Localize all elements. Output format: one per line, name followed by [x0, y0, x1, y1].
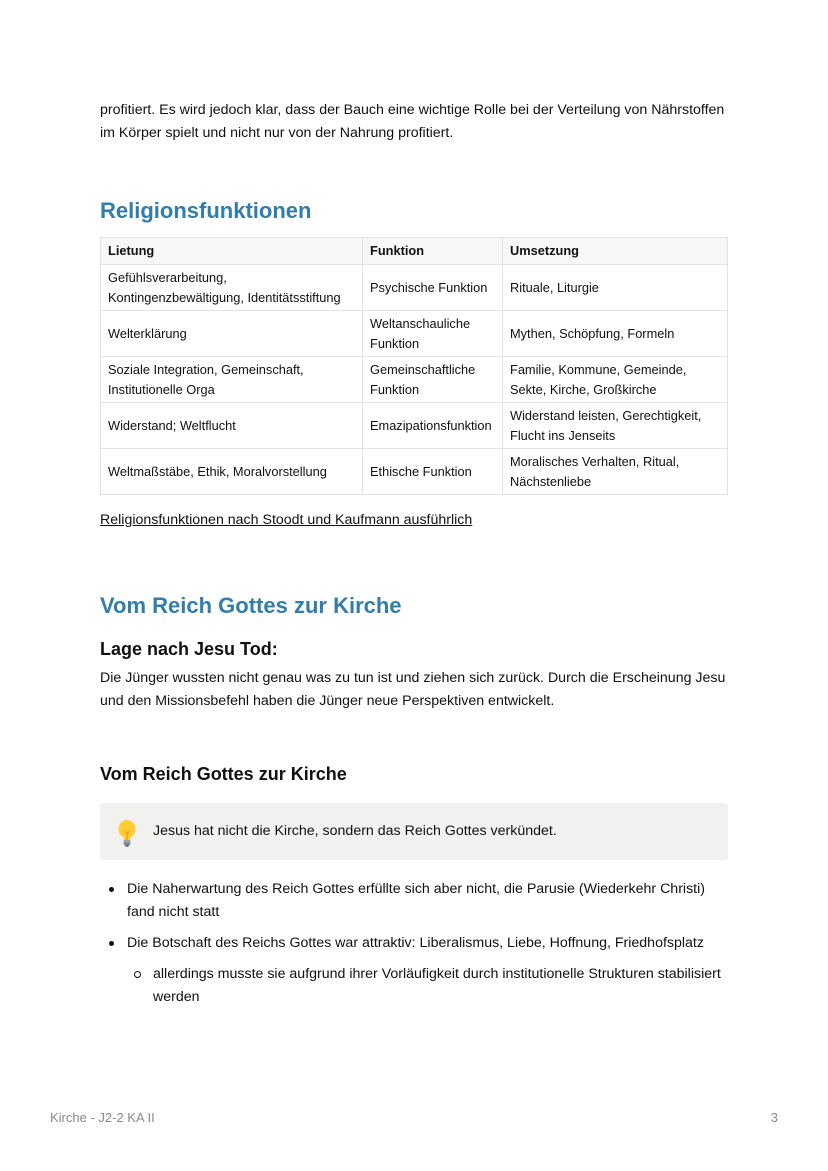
lightbulb-icon [116, 819, 138, 847]
table-row [101, 403, 728, 449]
callout-box [100, 803, 728, 860]
bullet-list [100, 878, 728, 1017]
table-row [101, 357, 728, 403]
table-cell: Familie, Kommune, Gemeinde, Sekte, Kirche, Großkirche [503, 357, 728, 403]
table-row [101, 265, 728, 311]
religion-functions-link[interactable]: Religionsfunktionen nach Stoodt und Kaufmann ausführlich [100, 512, 473, 528]
section-title-religionsfunktionen: Religionsfunktionen [100, 198, 312, 223]
table-cell: Widerstand leisten, Gerechtigkeit, Flucht ins Jenseits [503, 403, 728, 449]
table-cell: Emazipationsfunktion [363, 403, 503, 449]
table-cell: Ethische Funktion [363, 449, 503, 495]
table-cell: Mythen, Schöpfung, Formeln [503, 311, 728, 357]
table-row [101, 449, 728, 495]
table-cell: Welterklärung [101, 311, 363, 357]
table-cell: Weltanschauliche Funktion [363, 311, 503, 357]
footer-document-title: Kirche - J2-2 KA II [50, 1110, 155, 1125]
subheading-lage-nach-jesu-tod: Lage nach Jesu Tod: [100, 639, 278, 659]
column-header: Umsetzung [503, 238, 728, 265]
column-header: Lietung [101, 238, 363, 265]
list-item-text: Die Naherwartung des Reich Gottes erfüllte sich aber nicht, die Parusie (Wiederkehr Christi) fand nicht statt [127, 881, 705, 920]
list-item [100, 932, 728, 1009]
list-item [127, 963, 728, 1009]
table-cell: Gefühlsverarbeitung, Kontingenzbewältigung, Identitätsstiftung [101, 265, 363, 311]
list-item-text: allerdings musste sie aufgrund ihrer Vorläufigkeit durch institutionelle Strukturen stabilisiert werden [153, 966, 721, 1005]
list-item [100, 878, 728, 924]
list-item-text: Die Botschaft des Reichs Gottes war attraktiv: Liberalismus, Liebe, Hoffnung, Friedhofsplatz [127, 935, 704, 951]
table-cell: Psychische Funktion [363, 265, 503, 311]
table-cell: Rituale, Liturgie [503, 265, 728, 311]
intro-paragraph: profitiert. Es wird jedoch klar, dass der Bauch eine wichtige Rolle bei der Verteilung von Nährstoffen im Körper spielt und nicht nur von der Nahrung profitiert. [100, 102, 725, 141]
table-row [101, 311, 728, 357]
table-cell: Moralisches Verhalten, Ritual, Nächstenliebe [503, 449, 728, 495]
section-title-reich-gottes: Vom Reich Gottes zur Kirche [100, 593, 402, 618]
table-cell: Soziale Integration, Gemeinschaft, Institutionelle Orga [101, 357, 363, 403]
table-cell: Gemeinschaftliche Funktion [363, 357, 503, 403]
callout-text: Jesus hat nicht die Kirche, sondern das Reich Gottes verkündet. [153, 823, 557, 839]
table-cell: Widerstand; Weltflucht [101, 403, 363, 449]
nested-bullet-list [127, 963, 728, 1009]
lage-paragraph: Die Jünger wussten nicht genau was zu tun ist und ziehen sich zurück. Durch die Erscheinung Jesu und den Missionsbefehl haben die Jünger neue Perspektiven entwickelt. [100, 670, 726, 709]
column-header: Funktion [363, 238, 503, 265]
subheading-reich-gottes-kirche: Vom Reich Gottes zur Kirche [100, 764, 347, 784]
footer-page-number: 3 [770, 1110, 778, 1125]
religion-functions-table [100, 237, 728, 495]
table-header-row [101, 238, 728, 265]
table-cell: Weltmaßstäbe, Ethik, Moralvorstellung [101, 449, 363, 495]
